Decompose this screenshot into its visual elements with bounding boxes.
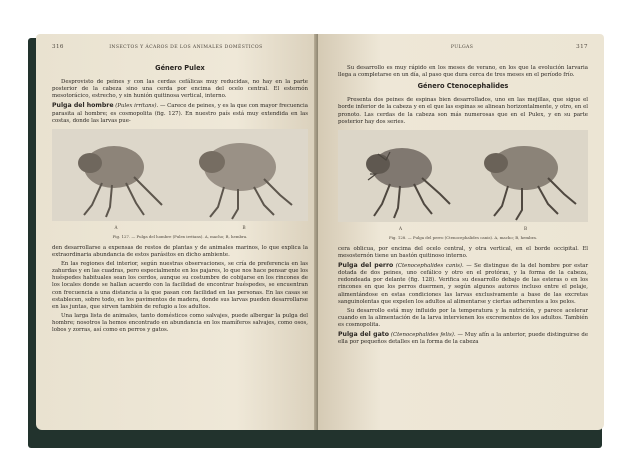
figure-128-letter-a: A bbox=[398, 225, 402, 231]
genus-pulex-description: Desprovisto de peines y con las cerdas cefálicas muy reducidas, no hay en la parte posterior de la cabeza sino una cerda por encima del ocelo central. El esternón mesotorácico, estrecho, y sin hunión quitinosa vertical, interno. bbox=[52, 79, 308, 100]
right-running-title: PULGAS bbox=[450, 45, 474, 50]
figure-127-caption: Fig. 127. — Pulga del hombre (Pulex irritans). A, macho; B, hembra. bbox=[112, 233, 248, 239]
dog-flea-name: Pulga del perro bbox=[338, 262, 394, 270]
left-page-content bbox=[52, 44, 308, 420]
right-intro-text: Su desarrollo es muy rápido en los meses de verano, en los que la evolución larvaria llega a completarse en un día, al paso que dura cerca de tres meses en el período frío. bbox=[338, 65, 588, 79]
left-page bbox=[36, 34, 322, 430]
human-flea-sci-name: (Pulex irritans). bbox=[115, 103, 159, 110]
figure-127-letter-b: B bbox=[242, 224, 246, 230]
figure-128-image bbox=[338, 130, 588, 222]
human-flea-illustration bbox=[52, 129, 308, 221]
right-page-number: 317 bbox=[576, 44, 588, 50]
dog-flea-text-2: Su desarrollo está muy influido por la temperatura y la nutrición, y parece acelerar cuando en la alimentación de la larva intervienen los excrementos de los adultos. También es cosmopolita. bbox=[338, 307, 588, 328]
right-page bbox=[318, 34, 604, 430]
left-running-head bbox=[52, 44, 308, 51]
cat-flea-name: Pulga del gato bbox=[338, 330, 389, 338]
right-page-content bbox=[338, 44, 588, 420]
left-continued-text: den desarrollarse a expensas de restos de plantas y de animales marinos, lo que explica la extraordinaria abundancia de estos parásitos en dicho ambiente. bbox=[52, 244, 308, 259]
right-after-figure-text: cera oblicua, por encima del ocelo central, y otra vertical, en el borde occipital. El mesosternón tiene un bastón quitinoso interno. bbox=[338, 245, 588, 260]
dog-flea-illustration bbox=[338, 130, 588, 222]
cat-flea-text: — Muy afín a la anterior, puede distinguirse de ella por pequeños detalles en la forma de la cabeza bbox=[338, 331, 589, 346]
right-running-head bbox=[338, 44, 588, 51]
figure-128-letters bbox=[338, 225, 588, 232]
open-book bbox=[28, 30, 602, 450]
genus-ctenocephalides-description: Presenta dos peines de espinas bien desarrollados, uno en las mejillas, que sigue el borde inferior de la cabeza y en el que las espinas se alinean horizontalmente, y otro, en el pronoto. Las cerdas de la cabeza son más numerosas que en el Pulex, y en su parte posterior hay dos series. bbox=[338, 97, 588, 125]
dog-flea-entry bbox=[338, 262, 588, 306]
figure-128-caption: Fig. 128. — Pulga del perro (Ctenocephalides canis). A, macho; B, hembra. bbox=[388, 234, 538, 240]
human-flea-entry bbox=[52, 102, 308, 124]
figure-127-letters bbox=[52, 224, 308, 231]
cat-flea-entry bbox=[338, 331, 588, 346]
figure-128-letter-b: B bbox=[523, 225, 528, 231]
human-flea-name: Pulga del hombre bbox=[52, 102, 114, 110]
left-paragraph-2: En las regiones del interior, según nuestras observaciones, se cría de preferencia en las zahurdas y en las cuadras, pero especialmente en los pajares, lo que nos hace pensar que los huéspedes habituales sean los cerdos, aunque su costumbre de cobijarse en los rincones de los locales donde se hallan acuerdo con la facilidad de encontrar huéspedes, se encuentran con frecuencia a una distancia a la que pasan con facilidad en las personas. En las casas se establecen, sobre todo, en los pavimentos de madera, donde sus larvas pueden desarrollarse en las juntas, que sirven también de refugio a los adultos. bbox=[52, 261, 308, 310]
dog-flea-sci-name: (Ctenocephalides canis). bbox=[395, 263, 464, 270]
left-running-title: INSECTOS Y ÁCAROS DE LOS ANIMALES DOMÉSTICOS bbox=[109, 45, 263, 50]
left-paragraph-3: Una larga lista de animales, tanto domésticos como salvajes, puede albergar la pulga del hombre; nosotros la hemos encontrado en abundancia en los mamíferos salvajes, como osos, lobos y zorras, así como en perros y gatos. bbox=[52, 312, 308, 333]
figure-127-letter-a: A bbox=[114, 224, 118, 230]
dog-flea-text: — Se distingue de la del hombre por estar dotada de dos peines, uno cefálico y otro en el protórax, y la forma de la cabeza, redondeada por delante (fig. 128). Verifica su desarrollo debajo de las esteras o en los rincones en que los perros duermen, y según algunos autores incluso entre el pelaje, alimentándose en estas condiciones las larvas exclusivamente a base de las excretas sanguinolentas que expelen los adultos al alimentarse y ciertas adherentes a los pelos. bbox=[338, 263, 589, 305]
human-flea-text: — Carece de peines, y es la que con mayor frecuencia parasita al hombre; es cosmopolita (fig. 127). En nuestro país está muy extendida en las costas, donde las larvas pue- bbox=[52, 103, 308, 124]
figure-127-image bbox=[52, 129, 308, 221]
genus-ctenocephalides-heading: Género Ctenocephalides bbox=[417, 82, 509, 91]
left-page-number: 316 bbox=[52, 44, 64, 50]
genus-pulex-heading: Género Pulex bbox=[155, 64, 205, 73]
cat-flea-sci-name: (Ctenocephalides felis). bbox=[390, 331, 456, 338]
